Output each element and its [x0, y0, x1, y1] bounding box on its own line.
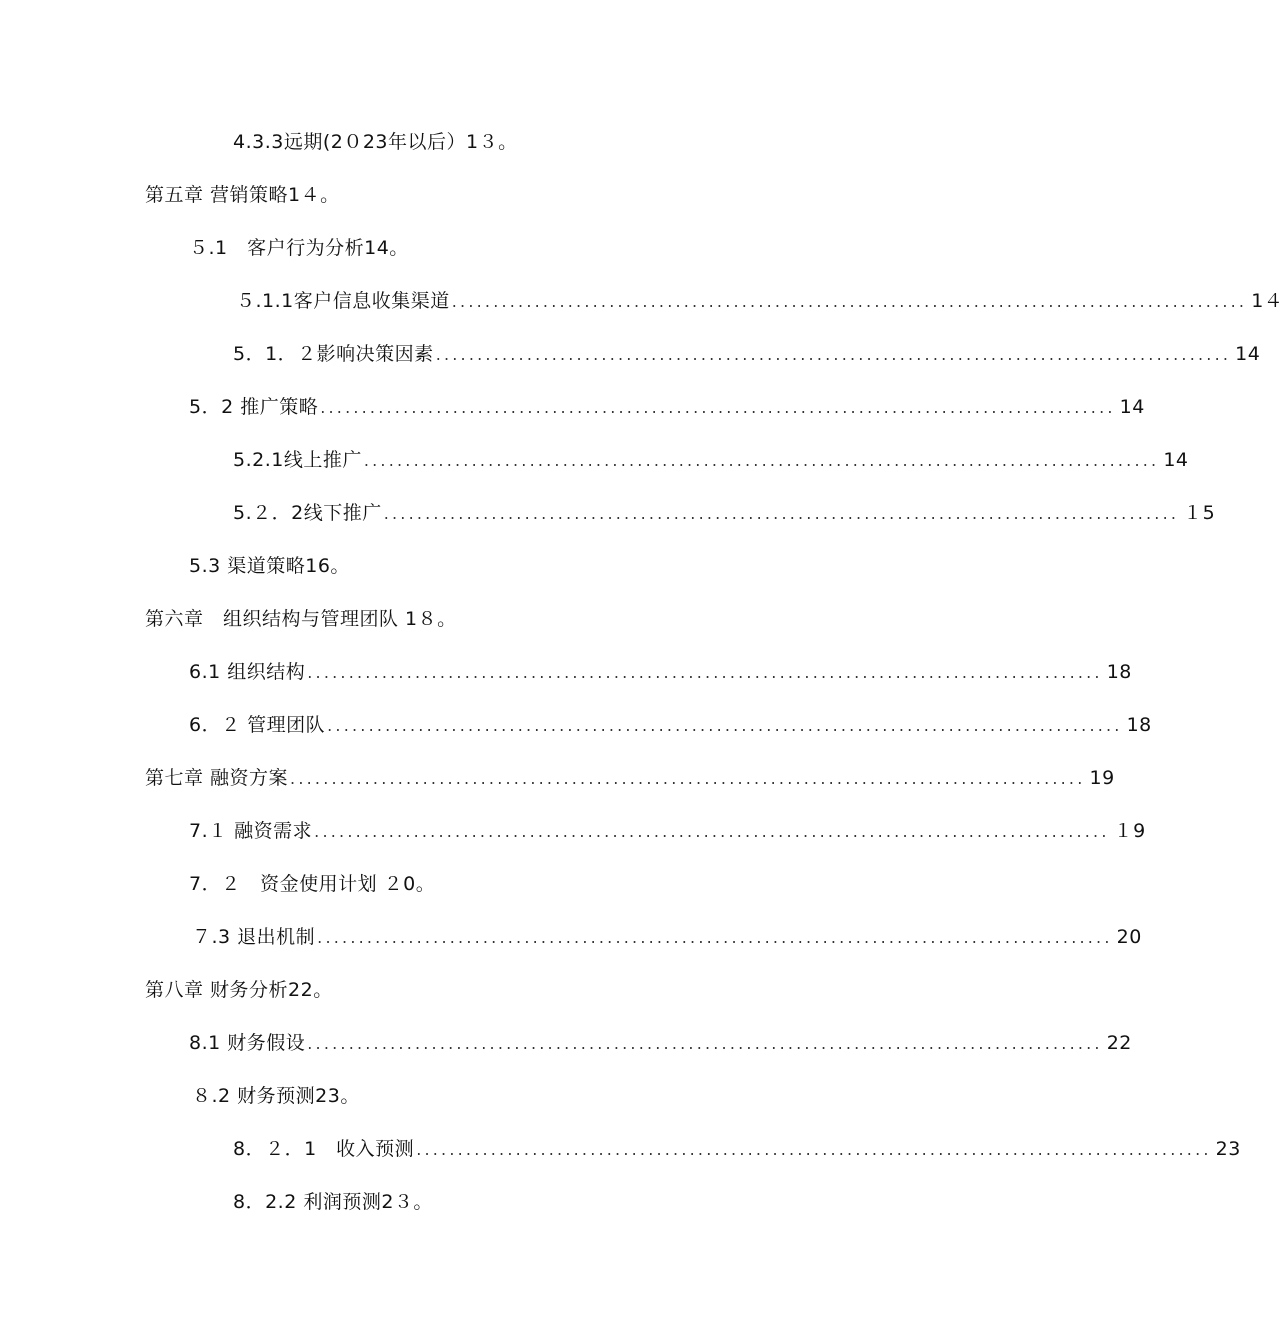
- dot-leader: ................................................................................................: [290, 769, 1086, 788]
- toc-entry-label: ５.1.1客户信息收集渠道: [236, 290, 450, 312]
- toc-entry-page-number: 23: [1215, 1138, 1241, 1160]
- toc-entry-label: 第七章 融资方案: [145, 767, 289, 789]
- dot-leader: ................................................................................................: [314, 822, 1110, 841]
- toc-entry-label: 8．２．1 收入预测: [233, 1138, 415, 1160]
- dot-leader: ................................................................................................: [383, 504, 1180, 523]
- toc-entry-label: 第八章 财务分析22。: [145, 979, 333, 1001]
- toc-entry-label: 7．２ 资金使用计划 ２0。: [189, 873, 436, 895]
- dot-leader: ................................................................................................: [451, 292, 1248, 311]
- toc-entry-label: 5.3 渠道策略16。: [189, 555, 350, 577]
- toc-entry-label: 5．2 推广策略: [189, 396, 319, 418]
- toc-entry-label: ７.3 退出机制: [192, 926, 316, 948]
- toc-entry-5-2-1: [233, 442, 1189, 472]
- toc-entry-5-1-2: [233, 336, 1261, 366]
- toc-entry-page-number: 18: [1106, 661, 1132, 683]
- toc-entry-label: 4.3.3远期(2０23年以后）1３。: [233, 131, 518, 153]
- toc-entry-label: 6．２ 管理团队: [189, 714, 326, 736]
- dot-leader: ................................................................................................: [307, 1034, 1103, 1053]
- toc-entry-page-number: 18: [1126, 714, 1152, 736]
- dot-leader: ................................................................................................: [317, 928, 1113, 947]
- dot-leader: ................................................................................................: [307, 663, 1103, 682]
- toc-entry-5-3: [189, 548, 350, 578]
- toc-entry-6-1: [189, 654, 1132, 684]
- toc-entry-5-1: [189, 230, 409, 260]
- toc-entry-7-2: [189, 866, 435, 896]
- toc-entry-label: ５.1 客户行为分析14。: [189, 237, 409, 259]
- toc-entry-8-2: [192, 1078, 360, 1108]
- toc-entry-7-3: [192, 919, 1142, 949]
- toc-entry-8-2-2: [233, 1184, 433, 1214]
- toc-entry-7-1: [189, 813, 1146, 843]
- toc-entry-page-number: １9: [1113, 820, 1146, 842]
- dot-leader: ................................................................................................: [416, 1140, 1212, 1159]
- toc-entry-page-number: 14: [1119, 396, 1145, 418]
- toc-entry-label: ８.2 财务预测23。: [192, 1085, 360, 1107]
- toc-entry-chapter-7: [145, 760, 1115, 790]
- toc-entry-page-number: 14: [1235, 343, 1261, 365]
- toc-entry-page-number: 19: [1089, 767, 1115, 789]
- toc-entry-5-2: [189, 389, 1145, 419]
- toc-entry-5-1-1: [236, 283, 1283, 313]
- toc-entry-page-number: 14: [1163, 449, 1189, 471]
- toc-entry-label: 7.１ 融资需求: [189, 820, 313, 842]
- dot-leader: ................................................................................................: [435, 345, 1232, 364]
- toc-entry-page-number: 20: [1116, 926, 1142, 948]
- toc-entry-label: 8.1 财务假设: [189, 1032, 306, 1054]
- toc-entry-chapter-5: [145, 177, 340, 207]
- toc-entry-page-number: 22: [1106, 1032, 1132, 1054]
- toc-entry-chapter-8: [145, 972, 333, 1002]
- toc-entry-8-1: [189, 1025, 1132, 1055]
- toc-entry-label: 5．1．２影响决策因素: [233, 343, 434, 365]
- toc-entry-label: 第六章 组织结构与管理团队 1８。: [145, 608, 457, 630]
- toc-entry-label: 8．2.2 利润预测2３。: [233, 1191, 433, 1213]
- toc-entry-5-2-2: [233, 495, 1216, 525]
- toc-entry-chapter-6: [145, 601, 457, 631]
- toc-entry-label: 第五章 营销策略1４。: [145, 184, 340, 206]
- toc-entry-page-number: １5: [1183, 502, 1216, 524]
- dot-leader: ................................................................................................: [320, 398, 1116, 417]
- toc-entry-6-2: [189, 707, 1152, 737]
- toc-entry-label: 5.2.1线上推广: [233, 449, 362, 471]
- toc-entry-label: 6.1 组织结构: [189, 661, 306, 683]
- toc-entry-8-2-1: [233, 1131, 1241, 1161]
- toc-entry-page-number: 1４: [1251, 290, 1283, 312]
- dot-leader: ................................................................................................: [363, 451, 1160, 470]
- toc-entry-label: 5.２．2线下推广: [233, 502, 382, 524]
- dot-leader: ................................................................................................: [327, 716, 1123, 735]
- toc-entry-4-3-3: [233, 124, 518, 154]
